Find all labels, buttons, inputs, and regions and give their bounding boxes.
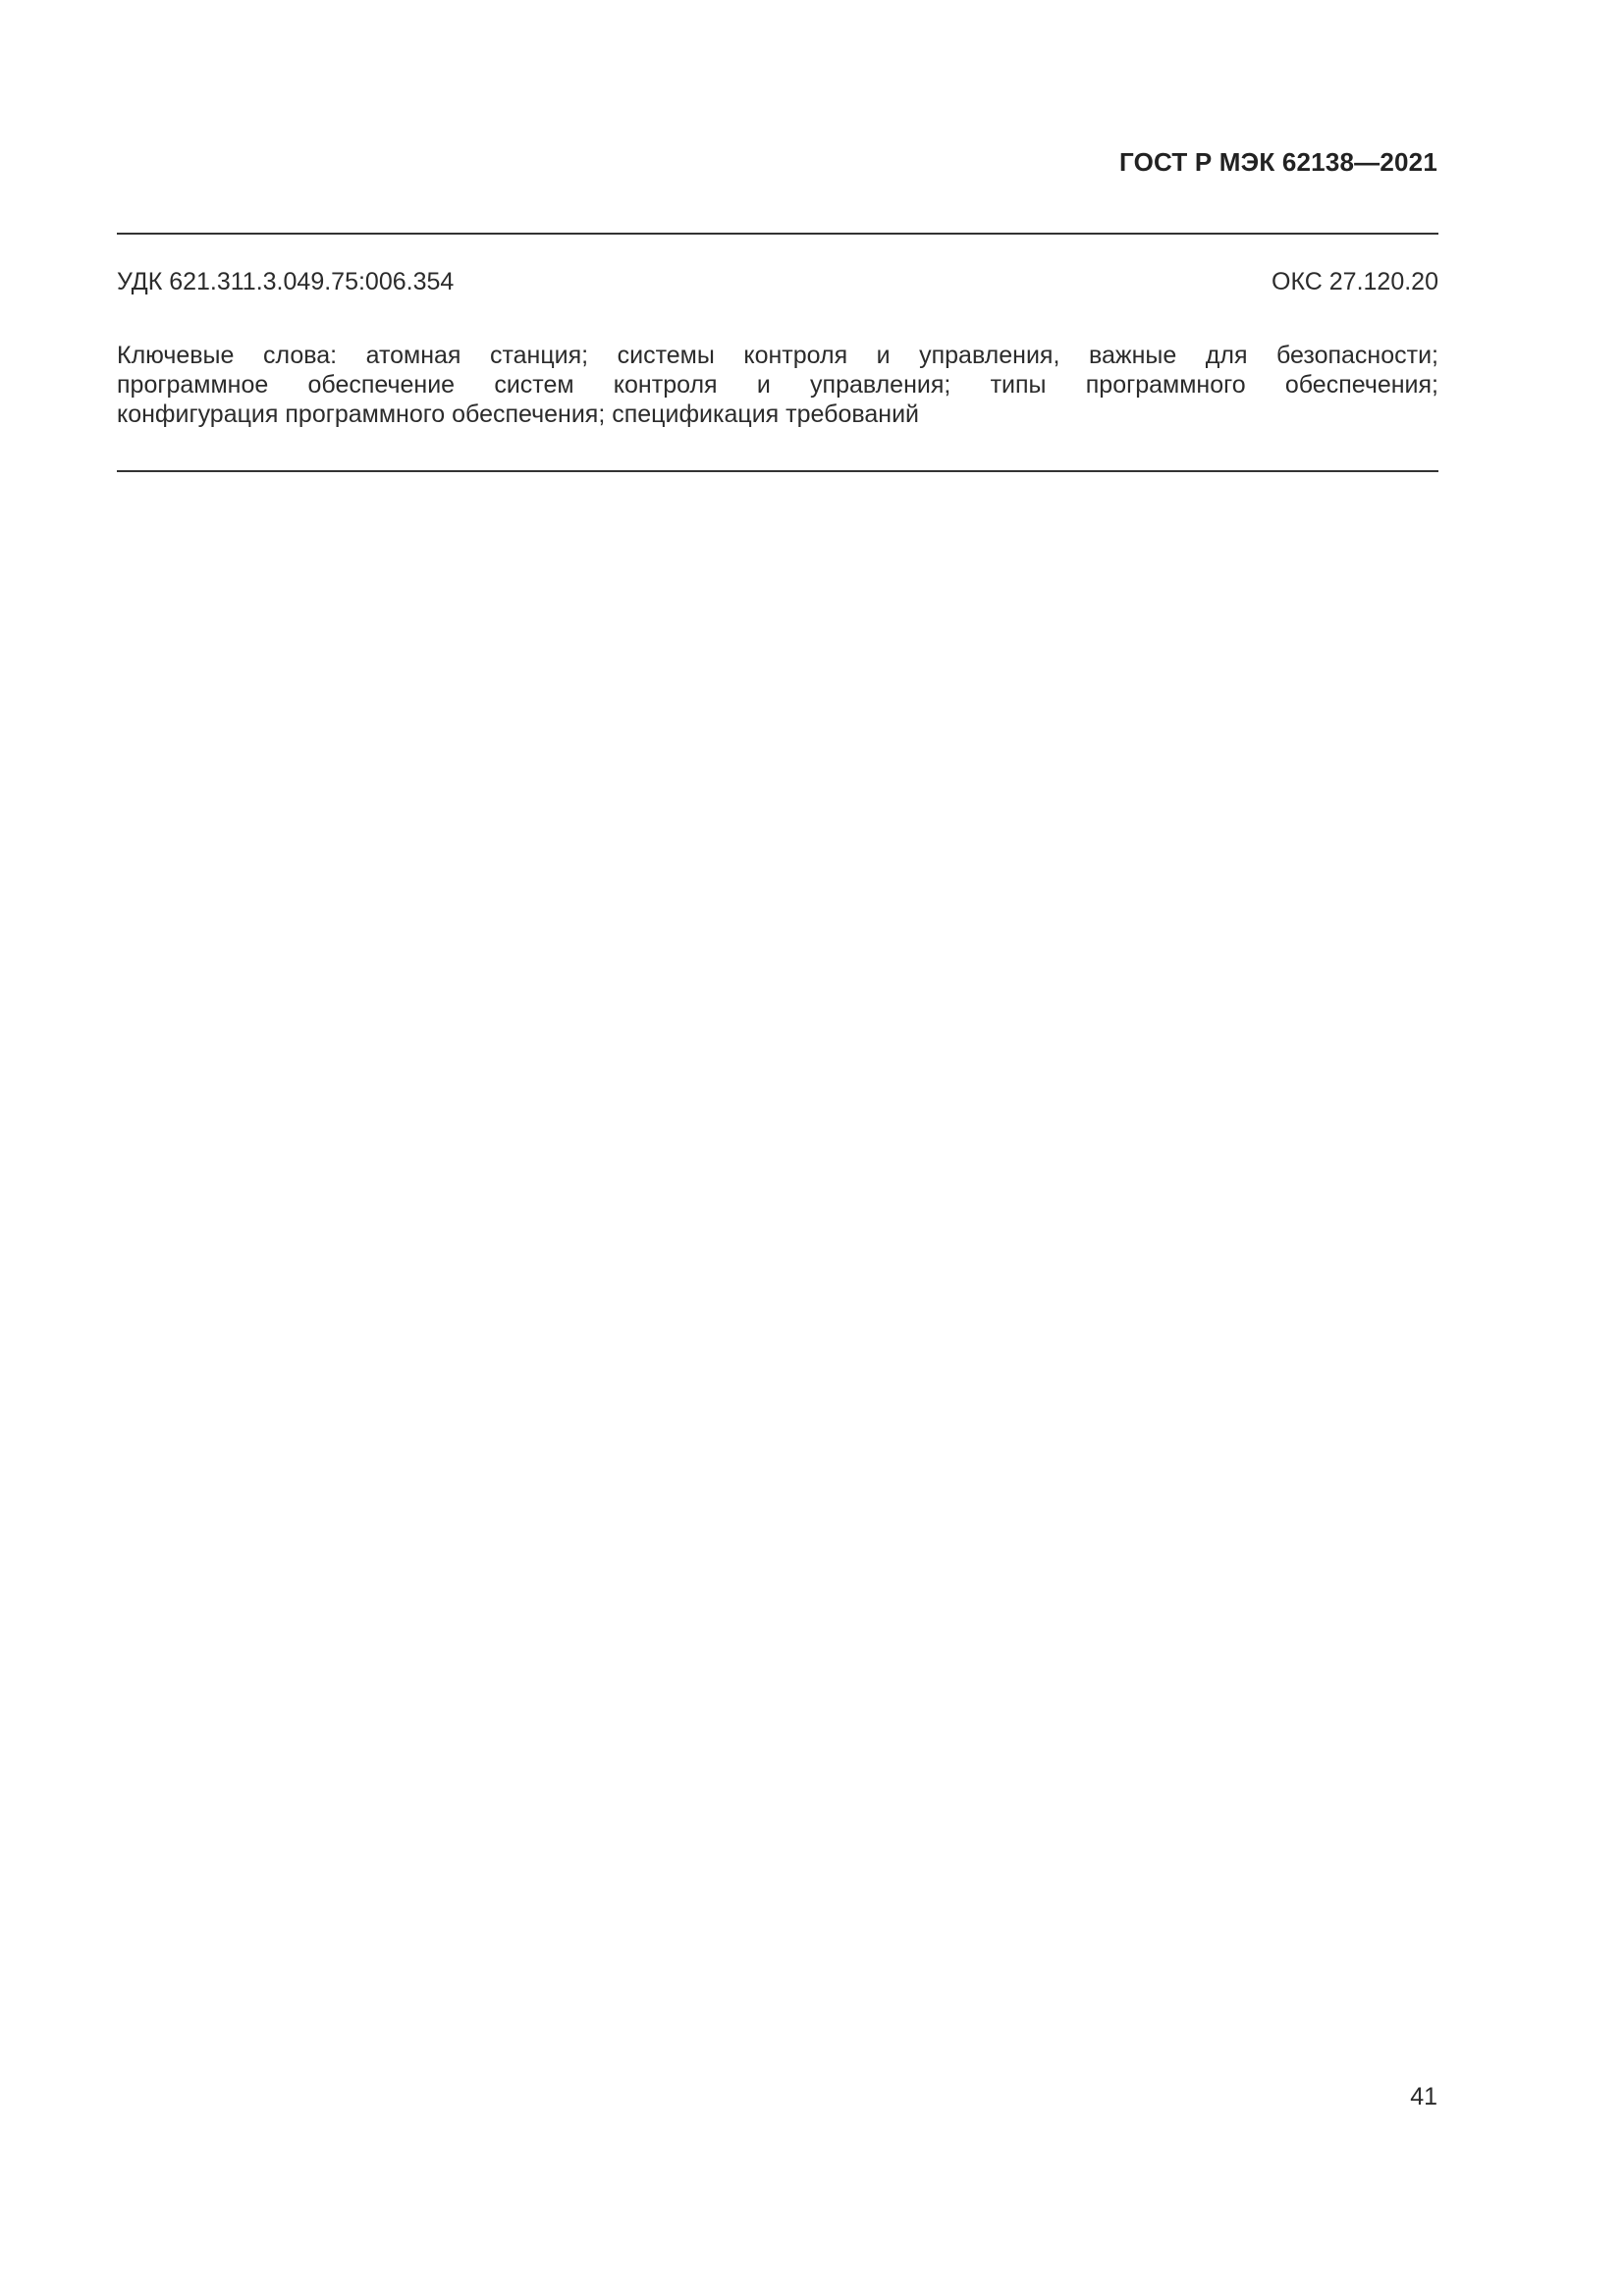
- classification-codes: [117, 268, 1438, 296]
- keywords-line-2: программное обеспечение систем контроля и управления; типы программного обеспечения;: [117, 371, 1438, 399]
- keywords-line-1: Ключевые слова: атомная станция; системы контроля и управления, важные для безопасности;: [117, 342, 1438, 369]
- keywords-paragraph: [117, 341, 1438, 429]
- bottom-divider: [117, 470, 1438, 472]
- top-divider: [117, 233, 1438, 235]
- keywords-line-3: конфигурация программного обеспечения; спецификация требований: [117, 400, 919, 428]
- oks-code: ОКС 27.120.20: [1272, 268, 1438, 295]
- standard-designation: ГОСТ Р МЭК 62138—2021: [1118, 147, 1437, 177]
- udc-code: УДК 621.311.3.049.75:006.354: [117, 268, 455, 295]
- page-number: 41: [1410, 2083, 1437, 2110]
